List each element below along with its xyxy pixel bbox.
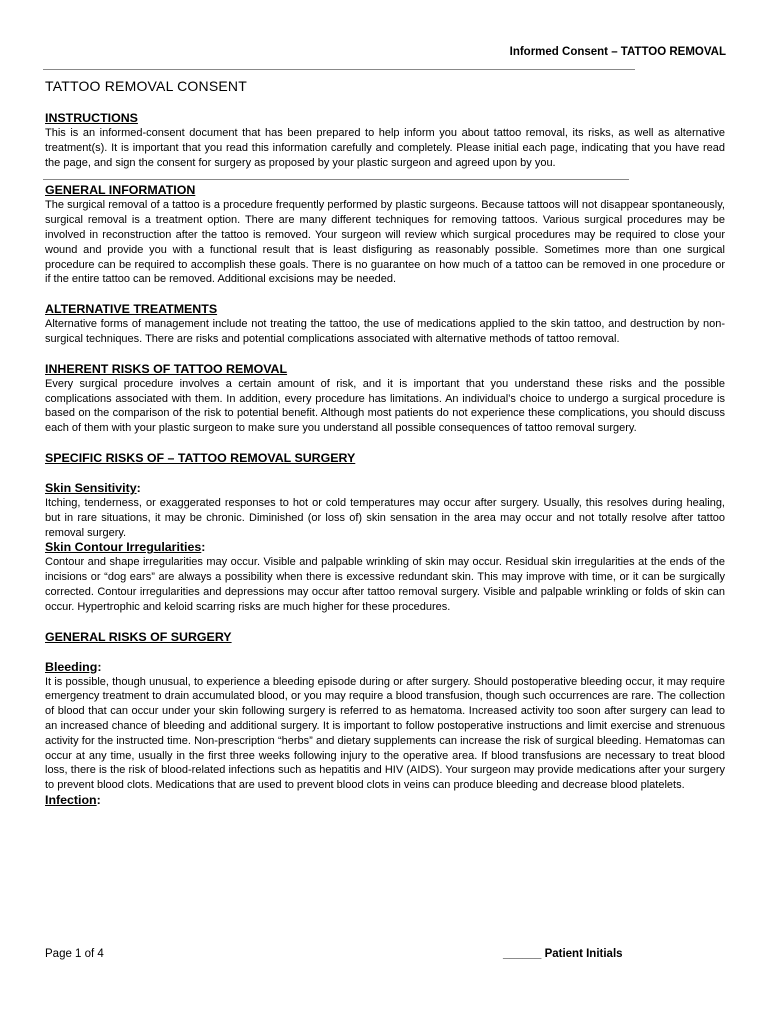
alternative-treatments-section [45,302,725,347]
skin-contour-colon: : [201,540,206,555]
instructions-text: This is an informed-consent document that has been prepared to help inform you about tattoo removal, its risks, as well as alternative treatment(s). It is important that you read this information carefully and completely. Please initial each page, indicating that you have read the page, and sign the consent for surgery as proposed by your plastic surgeon and agreed upon by you. [45,127,725,169]
skin-sensitivity-heading [45,481,725,496]
bleeding-text: It is possible, though unusual, to experience a bleeding episode during or after surgery. Should postoperative bleeding occur, it may require emergency treatment to drain accumulated blood, or you may require a blood transfusion, though such occurrences are rare. The collection of blood that can occur under your skin following surgery is referred to as hematoma. Increased activity too soon after surgery can lead to an increased chance of bleeding and additional surgery. It is important to follow postoperative instructions and limit exercise and strenuous activity for the instructed time. Non-prescription “herbs” and dietary supplements can increase the risk of surgical bleeding. Hematomas can occur at any time, usually in the first three weeks following injury to the operative area. If blood transfusions are necessary to treat blood loss, there is the risk of blood-related infections such as hepatitis and HIV (AIDS). Your surgeon may provide medications after your surgery to prevent blood clots. Medications that are used to prevent blood clots in veins can produce bleeding and decrease blood platelets. [45,675,725,792]
skin-sensitivity-text: Itching, tenderness, or exaggerated responses to hot or cold temperatures may occur after surgery. Usually, this resolves during healing, but in rare situations, it may be chronic. Diminished (or loss of) skin sensation in the area may occur and not totally resolve after tattoo removal surgery. [45,496,725,539]
infection-label: Infection [45,792,97,807]
inherent-risks-heading: INHERENT RISKS OF TATTOO REMOVAL [45,361,288,376]
alternative-treatments-text: Alternative forms of management include not treating the tattoo, the use of medications applied to the skin tattoo, and destruction by non-surgical techniques. There are risks and potential complications associated with alternative methods of tattoo removal. [45,318,725,345]
general-information-section [45,183,725,287]
general-information-heading: GENERAL INFORMATION [45,183,196,198]
general-information-text: The surgical removal of a tattoo is a procedure frequently performed by plastic surgeons. Because tattoos will not disappear spontaneously, surgical removal is a treatment option. There are many different techniques for removing tattoos. Various surgical procedures may be involved in reconstruction after the tattoo is removed. Your surgeon will review which surgical procedures may be required to close your wound and provide you with a functional result that is least disfiguring as reasonably possible. Sometimes more than one surgical procedure can be required to accomplish these goals. There is no guarantee on how much of a tattoo can be removed in one procedure or if the entire tattoo can be removed. Additional excisions may be needed. [45,199,725,286]
bleeding-label: Bleeding [45,659,98,674]
specific-risks-heading: SPECIFIC RISKS OF – TATTOO REMOVAL SURGERY [45,450,356,465]
page-number: Page 1 of 4 [45,948,104,960]
infection-colon: : [96,792,101,807]
inherent-risks-section [45,362,725,436]
header-rule [43,69,635,70]
document-title: TATTOO REMOVAL CONSENT [45,78,247,94]
section-rule [43,179,629,180]
skin-contour-heading [45,540,725,555]
general-risks-section [45,630,725,808]
general-risks-heading: GENERAL RISKS OF SURGERY [45,629,232,644]
bleeding-colon: : [97,659,102,674]
document-body [45,111,725,808]
infection-heading [45,793,725,808]
bleeding-heading [45,660,725,675]
specific-risks-section [45,451,725,615]
skin-sensitivity-label: Skin Sensitivity [45,480,137,495]
alternative-treatments-heading: ALTERNATIVE TREATMENTS [45,302,218,317]
running-header: Informed Consent – TATTOO REMOVAL [509,46,726,58]
instructions-heading: INSTRUCTIONS [45,111,138,125]
skin-contour-label: Skin Contour Irregularities [45,540,202,555]
inherent-risks-text: Every surgical procedure involves a certain amount of risk, and it is important that you understand these risks and the possible complications associated with them. In addition, every procedure has limitations. An individual’s choice to undergo a surgical procedure is based on the comparison of the risk to potential benefit. Although most patients do not experience these complications, you should discuss each of them with your plastic surgeon to make sure you understand all possible consequences of tattoo removal surgery. [45,377,725,435]
skin-sensitivity-colon: : [136,480,141,495]
patient-initials-field: ______ Patient Initials [503,948,623,960]
skin-contour-text: Contour and shape irregularities may occur. Visible and palpable wrinkling of skin may occur. Residual skin irregularities at the ends of the incisions or “dog ears” are always a possibility when there is excessive redundant skin. This may improve with time, or it can be surgically corrected. Contour irregularities and depressions may occur after tattoo removal surgery. Visible and palpable wrinkling or folds of skin can occur. Hypertrophic and keloid scarring risks are much higher for these procedures. [45,556,725,613]
instructions-section [45,111,725,170]
